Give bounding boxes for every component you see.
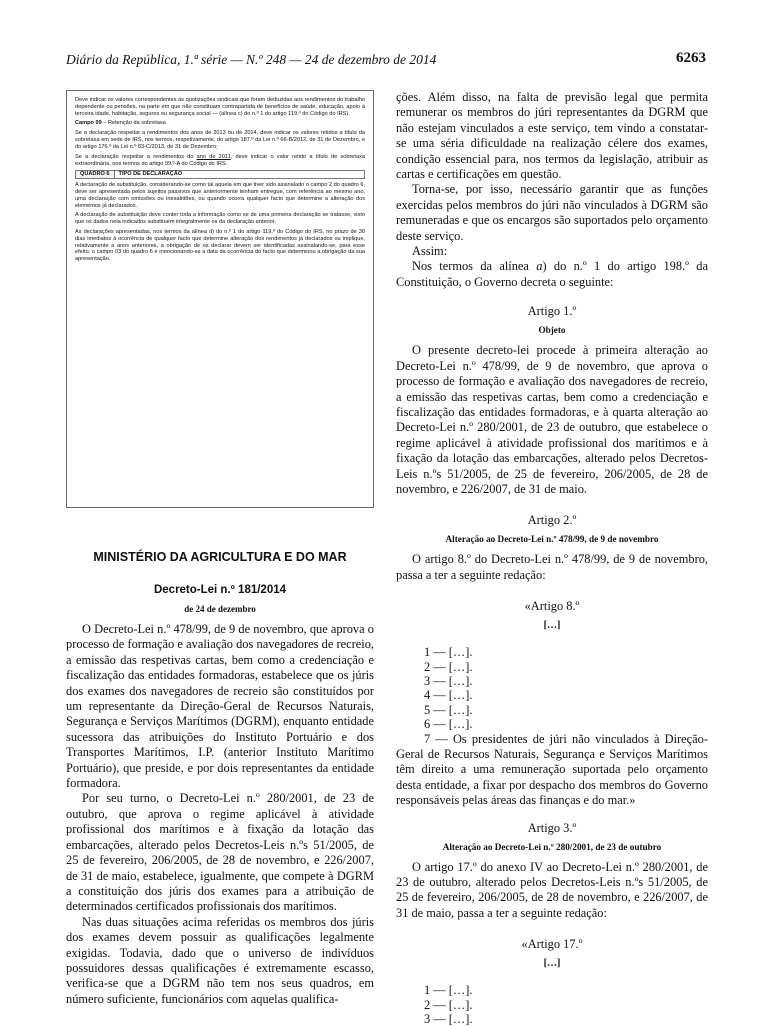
body-text: ) do n.º 1 do artigo 198.º da Constituição, o Governo decreta o seguinte: bbox=[396, 259, 709, 289]
form-paragraph bbox=[75, 154, 365, 168]
body-paragraph: Assim: bbox=[412, 244, 448, 259]
article-3-title: Artigo 3.º bbox=[527, 820, 577, 835]
decree-date: de 24 de dezembro bbox=[184, 604, 256, 614]
decree-title: Decreto-Lei n.º 181/2014 bbox=[153, 584, 287, 596]
list-item-7: 7 — Os presidentes de júri não vinculados à Direção-Geral de Recursos Naturais, Segurança e Serviços Marítimos têm direito a uma remuneração suportada pelo orçamento desta entidade, a fixar por despacho dos membros do Governo responsáveis pelas áreas das finanças e do mar.» bbox=[396, 731, 708, 808]
list-item: 1 — […]. bbox=[424, 645, 473, 660]
article-2-text: O artigo 8.º do Decreto-Lei n.º 478/99, de 9 de novembro, passa a ter a seguinte redação: bbox=[396, 552, 708, 582]
article-8-quote-title: «Artigo 8.º bbox=[524, 599, 580, 614]
body-paragraph: ções. Além disso, na falta de previsão legal que permita remunerar os membros do júri representantes da DGRM que não estejam vinculados a este serviço, tem vindo a constatar-se uma séria dificuldade na realização célere dos exames, condição essencial para, nos termos da legislação, atribuir as cartas e certificações em questão. bbox=[396, 90, 708, 182]
body-paragraph: Nas duas situações acima referidas os membros dos júris dos exames devem possuir as qualificações legalmente exigidas. Todavia, dado que o universo de indivíduos possuidores dessas qualificações é extremamente escasso, verifica-se que a DGRM não tem nos seus quadros, em número suficiente, funcionários com aquelas qualifica- bbox=[66, 914, 374, 1006]
article-17-quote-title: «Artigo 17.º bbox=[521, 937, 583, 952]
page-header bbox=[66, 52, 710, 72]
form-text: Se a declaração respeitar a rendimentos do bbox=[75, 153, 197, 160]
list-item: 2 — […]. bbox=[424, 659, 473, 674]
page-number: 6263 bbox=[676, 50, 706, 66]
body-paragraph: Torna-se, por isso, necessário garantir que as funções exercidas pelos membros do júri não vinculados à DGRM são remuneradas e que os encargos são suportados pelo orçamento deste serviço. bbox=[396, 182, 708, 243]
body-text-italic: a bbox=[536, 259, 543, 274]
article-3-text: O artigo 17.º do anexo IV ao Decreto-Lei n.º 280/2001, de 23 de outubro, alterado pelos Decretos-Leis n.ºs 51/2005, de 25 de fevereiro, 206/2005, de 28 de novembro, e 226/2007, de 31 de maio, passa a ter a seguinte redação: bbox=[396, 859, 708, 920]
list-item: 6 — […]. bbox=[424, 717, 473, 732]
body-paragraph: O Decreto-Lei n.º 478/99, de 9 de novembro, que aprova o processo de formação e avaliação dos navegadores de recreio, a emissão das respetivas cartas, bem como a credenciação e fiscalização das entidades formadoras, estabelece que os júris dos exames dos navegadores de recreio são constituídos por um representante da Direção-Geral de Recursos Naturais, Segurança e Serviços Marítimos (DGRM), enquanto entidade sucessora das atribuições do Instituto Portuário e dos Transportes Marítimos, I.P. (anterior Instituto Marítimo Portuário), que preside, e por dois representantes da entidade formadora. bbox=[66, 622, 374, 791]
article-1-subtitle: Objeto bbox=[538, 325, 566, 336]
form-underlined-year: ano de 2011 bbox=[196, 153, 231, 160]
campo-09-text: – Retenção da sobretaxa bbox=[101, 120, 166, 127]
article-3-subtitle: Alteração ao Decreto-Lei n.º 280/2001, de 23 de outubro bbox=[442, 841, 662, 852]
form-instructions-box bbox=[66, 90, 374, 508]
quadro-6-header bbox=[75, 170, 365, 179]
form-paragraph: Deve indicar os valores correspondentes às quotizações sindicais que foram deduzidas aos rendimentos do trabalho dependente ou pensões, na parte em que não constituam contrapartida de benefícios de saúde, educação, apoio à terceira idade, habitação, seguros ou segurança social — (alínea c) do n.º 1 do artigo 119.º do Código do IRS). bbox=[75, 97, 365, 117]
form-paragraph: As declarações apresentadas, nos termos da alínea d) do n.º 1 do artigo 119.º do Código do IRS, no prazo de 30 dias imediatos à ocorrência de qualquer facto que determine alteração dos rendimentos já declarados ou implique, relativamente a anos anteriores, a obrigação de os declarar devem ser identificadas assinalando-se, para esse efeito, o campo 03 do quadro 6 e mencionando-se a data da ocorrência do facto que determinou a obrigação da sua apresentação. bbox=[75, 229, 365, 263]
body-paragraph: Por seu turno, o Decreto-Lei n.º 280/2001, de 23 de outubro, que aprova o regime aplicável à atividade profissional dos marítimos e à fixação da lotação das embarcações, alterado pelos Decretos-Leis n.ºs 51/2005, de 25 de fevereiro, 206/2005, de 28 de novembro, e 226/2007, de 31 de maio, estabelece, igualmente, que compete à DGRM a constituição dos júris dos exames para a atribuição de determinados certificados profissionais dos marítimos. bbox=[66, 791, 374, 914]
quadro-6-title: TIPO DE DECLARAÇÃO bbox=[118, 171, 183, 178]
body-text: Nos termos da alínea bbox=[412, 259, 537, 274]
list-item: 3 — […]. bbox=[424, 673, 473, 688]
form-paragraph: Se a declaração respeitar a rendimentos dos anos de 2013 ou de 2014, deve indicar os valores retidos a título da sobretaxa em sede de IRS, nos termos, respetivamente, do artigo 187.º da Lei n.º 66-B/2012, de 31 de Dezembro, e do artigo 176.º da Lei n.º 83-C/2013, de 31 de Dezembro; bbox=[75, 130, 365, 150]
form-paragraph: A declaração de substituição deve conter toda a informação como se de uma primeira declaração se tratasse, visto que os dados nela indicados substituem integralmente os da declaração anterior. bbox=[75, 212, 365, 226]
right-column bbox=[396, 90, 708, 1026]
journal-title: Diário da República, 1.ª série — N.º 248 — 24 de dezembro de 2014 bbox=[66, 52, 437, 67]
form-text: , deve indicar o valor retido a título de sobretaxa extraordinária, nos termos do artigo 99.º-A do Código do IRS. bbox=[75, 153, 365, 167]
body-paragraph bbox=[396, 259, 708, 290]
left-column bbox=[66, 90, 374, 1007]
article-2-subtitle: Alteração ao Decreto-Lei n.º 478/99, de 9 de novembro bbox=[445, 534, 659, 545]
list-item: 2 — […]. bbox=[424, 997, 473, 1012]
article-1-text: O presente decreto-lei procede à primeira alteração ao Decreto-Lei n.º 478/99, de 9 de novembro, que aprova o processo de formação e avaliação dos navegadores de recreio, a emissão das respetivas cartas, bem como a credenciação e fiscalização das entidades formadoras, e à quarta alteração ao Decreto-Lei n.º 280/2001, de 23 de outubro, que estabelece o regime aplicável à atividade profissional dos marítimos e à fixação da lotação das embarcações, alterado pelos Decretos-Leis n.ºs 51/2005, de 25 de fevereiro, 206/2005, de 28 de novembro, e 226/2007, de 31 de maio. bbox=[396, 343, 708, 496]
article-1-title: Artigo 1.º bbox=[527, 304, 577, 319]
campo-09-heading bbox=[75, 120, 365, 127]
article-2-title: Artigo 2.º bbox=[527, 513, 577, 528]
quadro-6-label: QUADRO 6 bbox=[76, 171, 115, 178]
ellipsis-marker: […] bbox=[543, 620, 561, 632]
list-item: 5 — […]. bbox=[424, 702, 473, 717]
list-item: 1 — […]. bbox=[424, 983, 473, 998]
campo-09-label: Campo 09 bbox=[75, 120, 102, 127]
ministry-title: MINISTÉRIO DA AGRICULTURA E DO MAR bbox=[93, 550, 347, 564]
list-item: 4 — […]. bbox=[424, 688, 473, 703]
list-item: 3 — […]. bbox=[424, 1012, 473, 1026]
ellipsis-marker: […] bbox=[543, 958, 561, 970]
form-paragraph: A declaração de substituição, considerando-se como tal aquela em que tiver sido assinalado o campo 2 do quadro 6, deve ser apresentada pelos sujeitos passivos que anteriormente tenham entregue, com referência ao mesmo ano, uma declaração com omissões ou inexatidões, ou quando ocorra qualquer facto que determine a alteração dos elementos já declarados. bbox=[75, 182, 365, 209]
